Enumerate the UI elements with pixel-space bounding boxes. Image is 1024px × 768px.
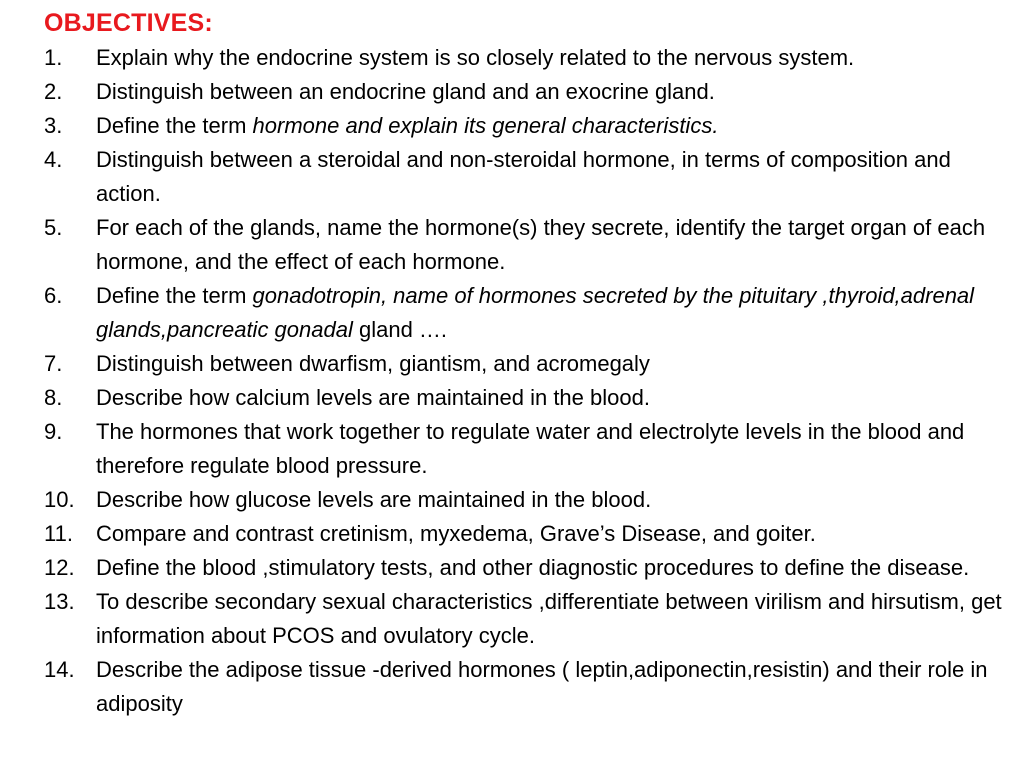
objectives-list bbox=[44, 41, 1004, 721]
objective-text: The hormones that work together to regulate water and electrolyte levels in the blood and therefore regulate blood pressure. bbox=[96, 419, 965, 478]
objective-item bbox=[44, 415, 1004, 483]
objective-text: To describe secondary sexual characteristics ,differentiate between virilism and hirsutism, get information about PCOS and ovulatory cycle. bbox=[96, 589, 1002, 648]
objective-item bbox=[44, 211, 1004, 279]
objective-number: 4. bbox=[44, 147, 63, 172]
objective-number: 5. bbox=[44, 215, 63, 240]
objective-text: Distinguish between a steroidal and non-steroidal hormone, in terms of composition and action. bbox=[96, 147, 951, 206]
objective-text: Define the term bbox=[96, 283, 253, 308]
slide-title: OBJECTIVES: bbox=[44, 9, 213, 37]
objective-text: Define the blood ,stimulatory tests, and other diagnostic procedures to define the disease. bbox=[96, 555, 970, 580]
objective-item bbox=[44, 653, 1004, 721]
objective-number: 1. bbox=[44, 45, 63, 70]
objective-text-italic: hormone and explain its general characteristics. bbox=[252, 113, 719, 138]
objective-item bbox=[44, 551, 1004, 585]
objective-item bbox=[44, 75, 1004, 109]
objective-item bbox=[44, 381, 1004, 415]
objective-text: Compare and contrast cretinism, myxedema, Grave’s Disease, and goiter. bbox=[96, 521, 816, 546]
objective-number: 8. bbox=[44, 385, 63, 410]
objective-item bbox=[44, 347, 1004, 381]
objective-item bbox=[44, 41, 1004, 75]
objective-number: 6. bbox=[44, 283, 63, 308]
objective-number: 12. bbox=[44, 555, 75, 580]
objective-item bbox=[44, 143, 1004, 211]
objective-number: 7. bbox=[44, 351, 63, 376]
objective-item bbox=[44, 483, 1004, 517]
objective-number: 3. bbox=[44, 113, 63, 138]
objective-text: Distinguish between an endocrine gland and an exocrine gland. bbox=[96, 79, 715, 104]
objective-text: gland …. bbox=[352, 317, 448, 342]
objective-text: For each of the glands, name the hormone(s) they secrete, identify the target organ of each hormone, and the effect of each hormone. bbox=[96, 215, 986, 274]
objective-text: Distinguish between dwarfism, giantism, and acromegaly bbox=[96, 351, 650, 376]
objective-text: Define the term bbox=[96, 113, 253, 138]
objective-number: 9. bbox=[44, 419, 63, 444]
objective-text: Describe how glucose levels are maintained in the blood. bbox=[96, 487, 652, 512]
objective-number: 2. bbox=[44, 79, 63, 104]
objective-text-italic: gonadotropin, name of hormones secreted by the pituitary ,thyroid,adrenal glands,pancreatic gonadal bbox=[96, 283, 975, 342]
objective-item bbox=[44, 517, 1004, 551]
objective-text: Explain why the endocrine system is so closely related to the nervous system. bbox=[96, 45, 855, 70]
objective-item bbox=[44, 109, 1004, 143]
objective-text: Describe the adipose tissue -derived hormones ( leptin,adiponectin,resistin) and their role in adiposity bbox=[96, 657, 988, 716]
objective-number: 14. bbox=[44, 657, 75, 682]
objective-item bbox=[44, 279, 1004, 347]
objective-number: 11. bbox=[44, 521, 73, 546]
objective-text: Describe how calcium levels are maintained in the blood. bbox=[96, 385, 650, 410]
objective-number: 10. bbox=[44, 487, 75, 512]
objective-item bbox=[44, 585, 1004, 653]
objective-number: 13. bbox=[44, 589, 75, 614]
